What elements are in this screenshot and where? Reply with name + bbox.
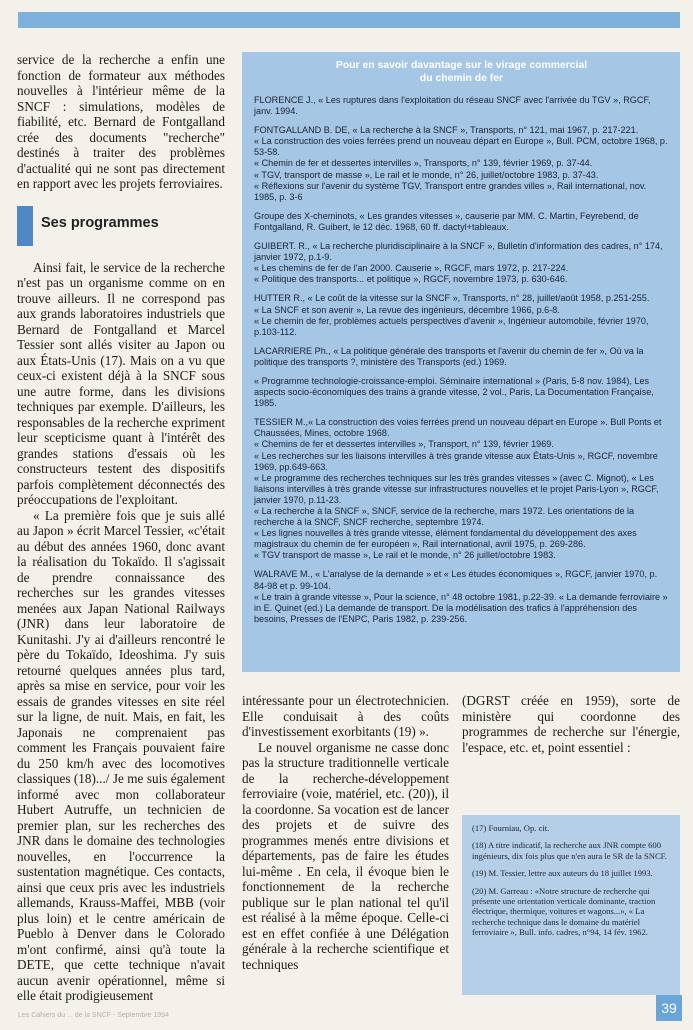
- section-heading: [17, 206, 225, 246]
- sidebar-title-line: Pour en savoir davantage sur le virage commercial: [335, 60, 588, 71]
- bibliography-entry: [254, 95, 669, 117]
- reference-line: WALRAVE M., « L'analyse de la demande » et « Les études économiques », RGCF, janvier 1970, p. 84-98 et p. 99-104.: [254, 569, 658, 591]
- heading-accent-bar: [17, 206, 33, 246]
- bibliography-entry: [254, 569, 669, 624]
- reference-line: Groupe des X-cheminots, « Les grandes vitesses », causerie par MM. C. Martin, Feyrebend, de Fontgalland, R. Guibert, le 12 déc. 1968, 60 ff. dactyl+tableaux.: [254, 210, 639, 232]
- reference-line: « La construction des voies ferrées prend un nouveau départ en Europe », Bull. PCM, octobre 1968, p. 53-58.: [254, 136, 668, 158]
- right-text-column: [462, 693, 680, 755]
- middle-text-column: [242, 693, 449, 972]
- bibliography-entry: [254, 241, 669, 285]
- bibliography-entry: [254, 346, 669, 368]
- reference-line: « Les lignes nouvelles à très grande vitesse, élément fondamental du développement des axes magistraux du chemin de fer européen », Rail international, avril 1975, p. 269-286.: [254, 528, 637, 550]
- footnote: (17) Fourniau, Op. cit.: [472, 823, 550, 833]
- top-color-bar: [18, 12, 680, 28]
- intro-paragraph: service de la recherche a enfin une fonction de formateur aux méthodes nouvelles à l'intérieur même de la SNCF : simulations, modèles de fiabilité, etc. Bernard de Fontgalland crée des documents "recherche" destinés à traiter des problèmes d'actualité qui ne sont pas directement en rapport avec les projets ferroviaires.: [17, 52, 225, 191]
- bibliography-sidebar: [242, 52, 680, 672]
- reference-line: LACARRIERE Ph., « La politique générale des transports et l'avenir du chemin de fer », Où va la politique des transports ?, ministère des Transports (ed.) 1969.: [254, 345, 644, 367]
- footnotes-box: [462, 815, 680, 995]
- body-paragraph: « La première fois que je suis allé au Japon » écrit Marcel Tessier, «c'était au début des années 1960, donc avant la réalisation du Tokaïdo. Il s'agissait de prendre connaissance des recherches sur les grandes vitesses menées aux Japan National Railways (JNR) dans leur laboratoire de Kunitashi. J'y ai d'ailleurs rencontré le père du Tokaïdo, Ideoshima. J'y suis retourné quelques années plus tard, après sa mise en service, pour voir les essais de grandes vitesses en site réel sur la ligne, de nuit. Mais, en fait, les Japonais ne comprenaient pas comment les Français pouvaient faire du 250 km/h avec des locomotives classiques (18).../ Je me suis également informé avec mon collaborateur Hubert Autruffe, un technicien de premier plan, sur les recherches des JNR dans le domaine des technologies nouvelles, en l'occurrence la sustentation magnétique. Ces contacts, ainsi que ceux pris avec les industriels allemands, Krauss-Maffei, MBB (voir plus loin) et le centre américain de Pueblo à Denver dans le Colorado m'ont confirmé, ainsi qu'à toute la DETE, que cette technique n'avait aucun avenir opérationnel, même si elle était prodigieusement: [17, 507, 225, 1003]
- reference-line: « Réflexions sur l'avenir du système TGV, Transport entre grandes villes », Rail international, nov. 1985, p. 3-6: [254, 180, 647, 202]
- bibliography-entry: [254, 125, 669, 203]
- bibliography-entry: [254, 417, 669, 561]
- footer-text: Les Cahiers du ... de la SNCF - Septembre 1994: [18, 1012, 169, 1019]
- reference-line: « Le programme des recherches techniques sur les très grandes vitesses » (avec C. Mignot), « Les liaisons intervilles à très grande vitesse sur infrastructures nouvelles et le projet Paris-Lyon », RGCF, janvier 1970, p.11-23.: [254, 472, 659, 505]
- reference-line: « Chemins de fer et dessertes intervilles », Transport, n° 139, février 1969.: [254, 439, 554, 450]
- bibliography-entry: [254, 211, 669, 233]
- body-paragraph: Le nouvel organisme ne casse donc pas la structure traditionnelle verticale de la recherche-développement ferroviaire (voie, matériel, etc. (20)), il la coordonne. Sa vocation est de lancer des projets et de suivre des programmes menés entre divisions et départements, pas de faire les études lui-même . En cela, il évoque bien le fonctionnement de la recherche publique sur le plan national tel qu'il est réalisé à la même époque. Celle-ci est en effet confiée à une Délégation générale à la recherche scientifique et techniques: [242, 739, 449, 972]
- section-title: Ses programmes: [41, 214, 159, 231]
- bibliography-entry: [254, 293, 669, 337]
- body-paragraph: Ainsi fait, le service de la recherche n'est pas un organisme comme on en trouve ailleurs. Il ne correspond pas aux grands laboratoires industriels que Bernard de Fontgalland et Marcel Tessier sont allés visiter au Japon ou aux États-Unis (17). Mais on a vu que ceux-ci existent déjà à la SNCF sous une autre forme, dans les divisions techniques par exemple. D'ailleurs, les responsables de la recherche expriment leur scepticisme quant à l'intérêt des grandes stations d'essais où les constructeurs testent des dispositifs parfois complètement déconnectés des préoccupations de l'exploitant.: [17, 259, 225, 507]
- reference-line: FONTGALLAND B. DE, « La recherche à la SNCF », Transports, n° 121, mai 1967, p. 217-221.: [254, 125, 639, 136]
- reference-line: GUIBERT. R., « La recherche pluridisciplinaire à la SNCF », Bulletin d'information des cadres, n° 174, janvier 1972, p.1-9.: [254, 241, 663, 263]
- reference-line: HUTTER R., « Le coût de la vitesse sur la SNCF », Transports, n° 28, juillet/août 1958, p.251-255.: [254, 293, 650, 304]
- reference-line: « TGV transport de masse », Le rail et le monde, n° 26 juillet/octobre 1983.: [254, 550, 556, 561]
- reference-line: « La SNCF et son avenir », La revue des ingénieurs, décembre 1966, p.6-8.: [254, 304, 560, 315]
- sidebar-title-line: du chemin de fer: [419, 72, 504, 84]
- reference-line: « Programme technologie-croissance-emploi. Séminaire international » (Paris, 5-8 nov. 1984), Les aspects socio-économiques des trains à grande vitesse, 2 vol., Paris, La Documentation Française, 1985.: [254, 375, 654, 409]
- reference-line: « Les chemins de fer de l'an 2000. Causerie », RGCF, mars 1972, p. 217-224.: [254, 263, 569, 274]
- reference-line: « TGV, transport de masse », Le rail et le monde, n° 26, juillet/octobre 1983, p. 37-43.: [254, 169, 599, 180]
- reference-line: « Le train à grande vitesse », Pour la science, n° 48 octobre 1981, p.22-39. « La demande ferroviaire » in E. Quinet (ed.) La demande de transport. De la modélisation des trafics à l'appréhension des besoins, Presses de l'ENPC, Paris 1982, p. 239-256.: [254, 591, 668, 624]
- reference-line: TESSIER M.,« La construction des voies ferrées prend un nouveau départ en Europe ». Bull Ponts et Chaussées, Mines, octobre 1968.: [254, 417, 662, 439]
- reference-line: « Chemin de fer et dessertes intervilles », Transports, n° 139, février 1969, p. 37-44.: [254, 158, 593, 169]
- footnote: (18) A titre indicatif, la recherche aux JNR compte 600 ingénieurs, dix fois plus que n'en aura le SR de la SNCF.: [472, 840, 667, 861]
- reference-line: FLORENCE J., « Les ruptures dans l'exploitation du réseau SNCF avec l'arrivée du TGV », RGCF, janv. 1994.: [254, 95, 651, 117]
- bibliography-entries: [254, 95, 669, 625]
- footnote: (19) M. Tessier, lettre aux auteurs du 18 juillet 1993.: [472, 868, 653, 879]
- body-paragraph: intéressante pour un électrotechnicien. Elle conduisait à des coûts d'investissement exorbitants (19) ».: [242, 693, 449, 739]
- sidebar-title: [254, 60, 669, 85]
- footnote: (20) M. Garreau : «Notre structure de recherche qui présente une orientation verticale dominante, traction électrique, thermique, voitures et wagons...», « La recherche technique dans le domaine du matériel ferroviaire », Bull. info. cadres, n°94, 14 fév. 1962.: [472, 885, 656, 938]
- reference-line: « Les recherches sur les liaisons intervilles à très grande vitesse aux États-Unis », RGCF, novembre 1969, pp.649-663.: [254, 450, 658, 472]
- page-number: 39: [656, 995, 682, 1021]
- bibliography-entry: [254, 376, 669, 409]
- body-paragraph: (DGRST créée en 1959), sorte de ministère qui coordonne des programmes de recherche sur l'énergie, l'espace, etc. et, point essentiel :: [462, 693, 680, 755]
- left-text-column: [17, 52, 225, 1004]
- reference-line: « La recherche à la SNCF », SNCF, service de la recherche, mars 1972. Les orientations de la recherche à la SNCF, SNCF recherche, septembre 1974.: [254, 506, 635, 528]
- reference-line: « Le chemin de fer, problèmes actuels perspectives d'avenir », Ingénieur automobile, février 1970, p.103-112.: [254, 315, 649, 337]
- reference-line: « Politique des transports... et politique », RGCF, novembre 1973, p. 630-646.: [254, 274, 568, 285]
